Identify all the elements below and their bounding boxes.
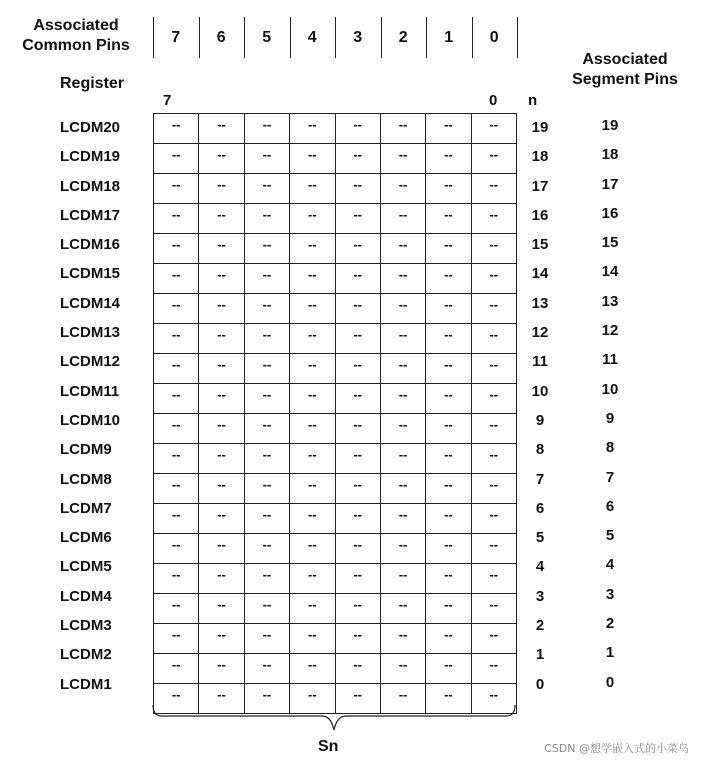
grid-cell: -- xyxy=(426,234,471,264)
grid-cell: -- xyxy=(380,654,425,684)
grid-cell: -- xyxy=(199,324,244,354)
register-name: LCDM20 xyxy=(60,119,121,136)
grid-cell: -- xyxy=(290,174,335,204)
grid-cell: -- xyxy=(380,324,425,354)
segment-pin-number: 14 xyxy=(601,263,619,281)
grid-cell: -- xyxy=(199,234,244,264)
n-index: 0 xyxy=(535,675,545,693)
grid-cell: -- xyxy=(244,564,289,594)
n-index: 12 xyxy=(531,324,549,342)
grid-cell: -- xyxy=(426,324,471,354)
segment-pin-number: 19 xyxy=(601,117,619,134)
segment-pins-label-line1: Associated xyxy=(582,51,668,68)
register-name: LCDM10 xyxy=(60,411,121,429)
grid-cell: -- xyxy=(471,174,516,204)
grid-cell: -- xyxy=(380,444,425,474)
table-row xyxy=(154,114,517,144)
grid-cell: -- xyxy=(244,294,289,324)
segment-pin-number: 2 xyxy=(605,615,615,633)
grid-cell: -- xyxy=(154,474,199,504)
sn-brace-path xyxy=(153,705,515,730)
grid-cell: -- xyxy=(380,564,425,594)
grid-cell: -- xyxy=(426,114,471,144)
grid-cell: -- xyxy=(380,594,425,624)
grid-cell: -- xyxy=(335,174,380,204)
grid-cell: -- xyxy=(244,264,289,294)
grid-cell: -- xyxy=(244,324,289,354)
grid-cell: -- xyxy=(426,294,471,324)
grid-cell: -- xyxy=(290,384,335,414)
grid-cell: -- xyxy=(335,264,380,294)
grid-cell: -- xyxy=(154,654,199,684)
grid-cell: -- xyxy=(471,474,516,504)
table-row xyxy=(154,354,517,384)
table-row xyxy=(154,384,517,414)
grid-cell: -- xyxy=(154,354,199,384)
grid-cell: -- xyxy=(380,174,425,204)
grid-cell: -- xyxy=(154,624,199,654)
grid-cell: -- xyxy=(471,264,516,294)
grid-cell: -- xyxy=(380,474,425,504)
grid-cell: -- xyxy=(380,204,425,234)
grid-cell: -- xyxy=(199,504,244,534)
segment-pin-number: 16 xyxy=(601,204,619,222)
grid-cell: -- xyxy=(199,204,244,234)
segment-pin-number: 9 xyxy=(605,409,615,427)
register-name: LCDM6 xyxy=(60,529,112,547)
grid-cell: -- xyxy=(244,414,289,444)
table-row xyxy=(154,444,517,474)
grid-cell: -- xyxy=(426,354,471,384)
grid-cell: -- xyxy=(154,114,199,144)
n-index-column xyxy=(520,113,560,699)
grid-cell: -- xyxy=(426,684,471,714)
grid-cell: -- xyxy=(154,504,199,534)
grid-cell: -- xyxy=(426,144,471,174)
grid-cell: -- xyxy=(380,354,425,384)
grid-cell: -- xyxy=(290,564,335,594)
grid-cell: -- xyxy=(199,294,244,324)
grid-cell: -- xyxy=(290,354,335,384)
grid-cell: -- xyxy=(290,624,335,654)
table-row xyxy=(154,174,517,204)
grid-cell: -- xyxy=(426,384,471,414)
grid-cell: -- xyxy=(426,594,471,624)
grid-cell: -- xyxy=(335,324,380,354)
grid-cell: -- xyxy=(154,444,199,474)
register-name: LCDM2 xyxy=(60,646,112,664)
grid-cell: -- xyxy=(290,414,335,444)
segment-pin-column xyxy=(590,113,630,699)
register-name: LCDM17 xyxy=(60,206,121,224)
register-name: LCDM3 xyxy=(60,617,112,635)
n-index: 3 xyxy=(535,587,545,605)
grid-cell: -- xyxy=(335,654,380,684)
grid-cell: -- xyxy=(380,534,425,564)
grid-cell: -- xyxy=(290,204,335,234)
grid-cell: -- xyxy=(471,114,516,144)
grid-cell: -- xyxy=(290,594,335,624)
grid-cell: -- xyxy=(290,444,335,474)
register-name: LCDM13 xyxy=(60,324,121,342)
common-pin-6: 6 xyxy=(216,29,226,46)
register-name: LCDM8 xyxy=(60,470,112,488)
register-name: LCDM16 xyxy=(60,236,121,254)
grid-cell: -- xyxy=(335,504,380,534)
associated-common-pins-label xyxy=(10,16,142,56)
grid-cell: -- xyxy=(380,384,425,414)
grid-cell: -- xyxy=(380,504,425,534)
table-row xyxy=(154,264,517,294)
grid-cell: -- xyxy=(335,594,380,624)
grid-cell: -- xyxy=(471,204,516,234)
n-index: 16 xyxy=(531,206,549,224)
n-index: 15 xyxy=(531,236,549,254)
grid-cell: -- xyxy=(290,234,335,264)
register-name: LCDM4 xyxy=(60,587,112,605)
grid-cell: -- xyxy=(244,444,289,474)
table-row xyxy=(154,624,517,654)
lcd-memory-table xyxy=(153,113,517,714)
grid-cell: -- xyxy=(471,684,516,714)
n-index: 5 xyxy=(535,529,545,547)
grid-cell: -- xyxy=(154,384,199,414)
grid-cell: -- xyxy=(244,474,289,504)
grid-cell: -- xyxy=(154,144,199,174)
grid-cell: -- xyxy=(380,414,425,444)
grid-cell: -- xyxy=(290,534,335,564)
table-row xyxy=(154,414,517,444)
common-pin-0: 0 xyxy=(489,29,499,46)
grid-cell: -- xyxy=(244,234,289,264)
grid-cell: -- xyxy=(471,654,516,684)
common-pin-4: 4 xyxy=(307,29,317,46)
segment-pin-number: 0 xyxy=(605,673,615,691)
common-pins-label-line1: Associated xyxy=(33,17,119,34)
n-index: 10 xyxy=(531,382,549,400)
grid-cell: -- xyxy=(471,294,516,324)
grid-cell: -- xyxy=(471,564,516,594)
grid-cell: -- xyxy=(290,474,335,504)
register-name: LCDM1 xyxy=(60,675,112,693)
grid-cell: -- xyxy=(199,594,244,624)
n-index: 2 xyxy=(535,617,545,635)
bit-high-label: 7 xyxy=(163,92,172,109)
common-pins-label-line2: Common Pins xyxy=(22,37,130,54)
grid-cell: -- xyxy=(335,624,380,654)
grid-cell: -- xyxy=(154,414,199,444)
common-pin-divider xyxy=(517,17,518,58)
grid-cell: -- xyxy=(471,594,516,624)
grid-cell: -- xyxy=(335,534,380,564)
grid-cell: -- xyxy=(335,564,380,594)
grid-cell: -- xyxy=(154,174,199,204)
grid-cell: -- xyxy=(380,234,425,264)
grid-cell: -- xyxy=(290,114,335,144)
table-row xyxy=(154,654,517,684)
grid-cell: -- xyxy=(380,294,425,324)
register-column-label: Register xyxy=(60,75,125,92)
segment-pin-number: 4 xyxy=(605,556,615,574)
grid-cell: -- xyxy=(426,414,471,444)
grid-cell: -- xyxy=(426,654,471,684)
grid-cell: -- xyxy=(199,414,244,444)
grid-cell: -- xyxy=(380,264,425,294)
sn-label: Sn xyxy=(318,738,339,755)
grid-cell: -- xyxy=(471,234,516,264)
grid-cell: -- xyxy=(199,114,244,144)
grid-cell: -- xyxy=(471,144,516,174)
table-row xyxy=(154,234,517,264)
grid-cell: -- xyxy=(426,174,471,204)
grid-cell: -- xyxy=(290,144,335,174)
segment-pin-number: 15 xyxy=(601,234,619,252)
segment-pin-number: 18 xyxy=(601,146,619,164)
table-row xyxy=(154,594,517,624)
grid-cell: -- xyxy=(244,684,289,714)
grid-cell: -- xyxy=(290,684,335,714)
register-name: LCDM15 xyxy=(60,265,121,283)
segment-pin-number: 6 xyxy=(605,497,615,515)
register-name: LCDM5 xyxy=(60,558,112,576)
grid-cell: -- xyxy=(199,684,244,714)
n-index: 14 xyxy=(531,265,549,283)
n-index: 18 xyxy=(531,148,549,166)
grid-cell: -- xyxy=(244,144,289,174)
grid-cell: -- xyxy=(154,564,199,594)
lcd-memory-grid xyxy=(153,113,517,702)
segment-pin-number: 7 xyxy=(605,468,615,486)
grid-cell: -- xyxy=(199,354,244,384)
grid-cell: -- xyxy=(244,594,289,624)
grid-cell: -- xyxy=(471,324,516,354)
grid-cell: -- xyxy=(154,204,199,234)
grid-cell: -- xyxy=(244,384,289,414)
grid-cell: -- xyxy=(154,234,199,264)
segment-pin-number: 10 xyxy=(601,380,619,398)
grid-cell: -- xyxy=(290,654,335,684)
grid-cell: -- xyxy=(199,654,244,684)
grid-cell: -- xyxy=(290,264,335,294)
segment-pin-number: 13 xyxy=(601,292,619,310)
grid-cell: -- xyxy=(426,534,471,564)
n-index: 9 xyxy=(535,411,545,429)
grid-cell: -- xyxy=(244,354,289,384)
associated-segment-pins-label xyxy=(558,50,692,90)
register-name: LCDM9 xyxy=(60,441,112,459)
grid-cell: -- xyxy=(290,324,335,354)
register-name-column xyxy=(60,113,150,699)
register-name: LCDM14 xyxy=(60,294,121,312)
grid-cell: -- xyxy=(471,624,516,654)
table-row xyxy=(154,534,517,564)
n-index: 4 xyxy=(535,558,545,576)
grid-cell: -- xyxy=(154,294,199,324)
n-index: 7 xyxy=(535,470,545,488)
grid-cell: -- xyxy=(154,324,199,354)
common-pin-1: 1 xyxy=(444,29,454,46)
register-name: LCDM19 xyxy=(60,148,121,166)
table-row xyxy=(154,324,517,354)
grid-cell: -- xyxy=(335,474,380,504)
common-pin-2: 2 xyxy=(398,29,408,46)
grid-cell: -- xyxy=(335,354,380,384)
common-pin-5: 5 xyxy=(262,29,272,46)
grid-cell: -- xyxy=(290,294,335,324)
grid-cell: -- xyxy=(199,174,244,204)
grid-cell: -- xyxy=(199,624,244,654)
grid-cell: -- xyxy=(244,654,289,684)
grid-cell: -- xyxy=(471,504,516,534)
grid-cell: -- xyxy=(154,264,199,294)
grid-cell: -- xyxy=(244,624,289,654)
bit-low-label: 0 xyxy=(489,92,498,109)
n-index: 1 xyxy=(535,646,545,664)
grid-cell: -- xyxy=(244,174,289,204)
register-name: LCDM11 xyxy=(60,382,120,400)
n-index: 6 xyxy=(535,499,545,517)
segment-pin-number: 3 xyxy=(605,585,615,603)
grid-cell: -- xyxy=(199,264,244,294)
grid-cell: -- xyxy=(335,204,380,234)
segment-pin-number: 1 xyxy=(605,644,615,662)
grid-cell: -- xyxy=(335,444,380,474)
n-index: 19 xyxy=(531,119,549,136)
register-name: LCDM12 xyxy=(60,353,121,371)
grid-cell: -- xyxy=(426,504,471,534)
grid-cell: -- xyxy=(380,684,425,714)
grid-cell: -- xyxy=(471,534,516,564)
n-index: 13 xyxy=(531,294,549,312)
grid-cell: -- xyxy=(471,444,516,474)
grid-cell: -- xyxy=(426,474,471,504)
grid-cell: -- xyxy=(199,444,244,474)
register-name: LCDM18 xyxy=(60,177,121,195)
segment-pins-label-line2: Segment Pins xyxy=(572,71,678,88)
grid-cell: -- xyxy=(244,504,289,534)
common-pin-7: 7 xyxy=(171,29,181,46)
grid-cell: -- xyxy=(154,684,199,714)
grid-cell: -- xyxy=(471,414,516,444)
segment-pin-number: 5 xyxy=(605,527,615,545)
grid-cell: -- xyxy=(199,564,244,594)
grid-cell: -- xyxy=(380,114,425,144)
grid-cell: -- xyxy=(244,114,289,144)
grid-cell: -- xyxy=(154,534,199,564)
n-index: 11 xyxy=(532,353,548,371)
grid-cell: -- xyxy=(471,384,516,414)
register-name: LCDM7 xyxy=(60,499,112,517)
grid-cell: -- xyxy=(426,264,471,294)
grid-cell: -- xyxy=(426,564,471,594)
grid-cell: -- xyxy=(244,534,289,564)
table-row xyxy=(154,294,517,324)
grid-cell: -- xyxy=(335,144,380,174)
grid-cell: -- xyxy=(426,204,471,234)
grid-cell: -- xyxy=(335,234,380,264)
grid-cell: -- xyxy=(335,294,380,324)
segment-pin-number: 17 xyxy=(601,175,619,193)
n-index: 8 xyxy=(535,441,545,459)
grid-cell: -- xyxy=(380,624,425,654)
grid-cell: -- xyxy=(244,204,289,234)
table-row xyxy=(154,504,517,534)
grid-cell: -- xyxy=(426,624,471,654)
watermark: CSDN @想学嵌入式的小菜鸟 xyxy=(544,742,689,755)
segment-pin-number: 11 xyxy=(602,351,618,369)
grid-cell: -- xyxy=(335,384,380,414)
table-row xyxy=(154,204,517,234)
segment-pin-number: 12 xyxy=(601,322,619,340)
grid-cell: -- xyxy=(471,354,516,384)
n-column-label: n xyxy=(528,92,538,109)
grid-cell: -- xyxy=(335,684,380,714)
grid-cell: -- xyxy=(199,384,244,414)
grid-cell: -- xyxy=(426,444,471,474)
grid-cell: -- xyxy=(199,534,244,564)
table-row xyxy=(154,564,517,594)
table-row xyxy=(154,474,517,504)
grid-cell: -- xyxy=(199,474,244,504)
common-pin-3: 3 xyxy=(353,29,363,46)
grid-cell: -- xyxy=(380,144,425,174)
segment-pin-number: 8 xyxy=(605,439,615,457)
grid-cell: -- xyxy=(199,144,244,174)
table-row xyxy=(154,144,517,174)
grid-cell: -- xyxy=(154,594,199,624)
grid-cell: -- xyxy=(335,414,380,444)
grid-cell: -- xyxy=(290,504,335,534)
n-index: 17 xyxy=(531,177,549,195)
grid-cell: -- xyxy=(335,114,380,144)
sn-brace xyxy=(150,702,522,736)
